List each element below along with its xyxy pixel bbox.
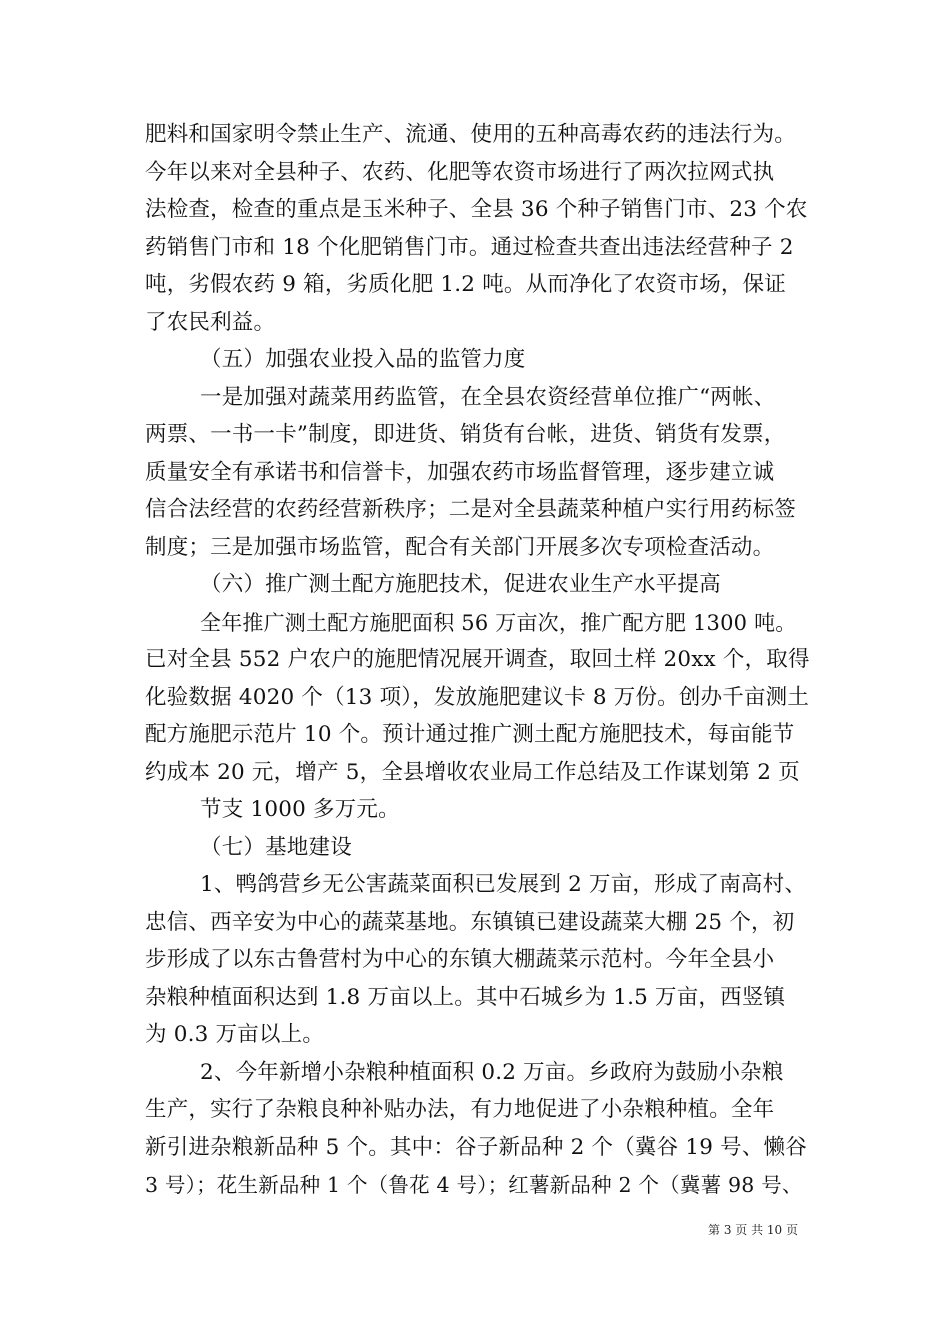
body-line: 全年推广测土配方施肥面积 56 万亩次，推广配方肥 1300 吨。: [200, 611, 797, 635]
body-line: 今年以来对全县种子、农药、化肥等农资市场进行了两次拉网式执: [145, 160, 775, 185]
body-line: 杂粮种植面积达到 1.8 万亩以上。其中石城乡为 1.5 万亩，西竖镇: [145, 985, 786, 1010]
body-line: 化验数据 4020 个（13 项），发放施肥建议卡 8 万份。创办千亩测土: [145, 685, 810, 710]
body-line: 信合法经营的农药经营新秩序；二是对全县蔬菜种植户实行用药标签: [145, 497, 797, 522]
section-heading: （七）基地建设: [200, 835, 352, 860]
body-line: 为 0.3 万亩以上。: [145, 1022, 325, 1047]
section-heading: （六）推广测土配方施肥技术，促进农业生产水平提高: [200, 572, 721, 597]
body-line: 节支 1000 多万元。: [200, 797, 400, 822]
body-line: 步形成了以东古鲁营村为中心的东镇大棚蔬菜示范村。今年全县小: [145, 947, 775, 972]
body-line: 两票、一书一卡”制度，即进货、销货有台帐，进货、销货有发票，: [145, 422, 786, 447]
body-line: 忠信、西辛安为中心的蔬菜基地。东镇镇已建设蔬菜大棚 25 个，初: [145, 910, 795, 935]
body-line: 法检查，检查的重点是玉米种子、全县 36 个种子销售门市、23 个农: [145, 197, 808, 222]
body-line: 了农民利益。: [145, 310, 276, 335]
body-line: 肥料和国家明令禁止生产、流通、使用的五种高毒农药的违法行为。: [145, 122, 797, 147]
body-line: 质量安全有承诺书和信誉卡，加强农药市场监督管理，逐步建立诚: [145, 460, 775, 485]
body-line: 1、鸭鸽营乡无公害蔬菜面积已发展到 2 万亩，形成了南高村、: [200, 872, 807, 897]
body-line: 配方施肥示范片 10 个。预计通过推广测土配方施肥技术，每亩能节: [145, 722, 795, 747]
body-line: 吨，劣假农药 9 箱，劣质化肥 1.2 吨。从而净化了农资市场，保证: [145, 272, 787, 297]
body-line: 已对全县 552 户农户的施肥情况展开调查，取回土样 20xx 个，取得: [145, 647, 810, 672]
body-line: 新引进杂粮新品种 5 个。其中：谷子新品种 2 个（冀谷 19 号、懒谷: [145, 1135, 807, 1160]
body-line: 药销售门市和 18 个化肥销售门市。通过检查共查出违法经营种子 2: [145, 235, 794, 260]
body-line: 3 号）；花生新品种 1 个（鲁花 4 号）；红薯新品种 2 个（冀薯 98 号、: [145, 1173, 803, 1197]
page-number: 第 3 页 共 10 页: [708, 1223, 798, 1237]
body-line: 一是加强对蔬菜用药监管，在全县农资经营单位推广“两帐、: [200, 385, 776, 410]
body-line: 2、今年新增小杂粮种植面积 0.2 万亩。乡政府为鼓励小杂粮: [200, 1060, 784, 1085]
body-line: 约成本 20 元，增产 5，全县增收农业局工作总结及工作谋划第 2 页: [145, 760, 800, 785]
body-line: 生产，实行了杂粮良种补贴办法，有力地促进了小杂粮种植。全年: [145, 1097, 775, 1122]
body-line: 制度；三是加强市场监管，配合有关部门开展多次专项检查活动。: [145, 535, 775, 560]
section-heading: （五）加强农业投入品的监管力度: [200, 347, 526, 372]
